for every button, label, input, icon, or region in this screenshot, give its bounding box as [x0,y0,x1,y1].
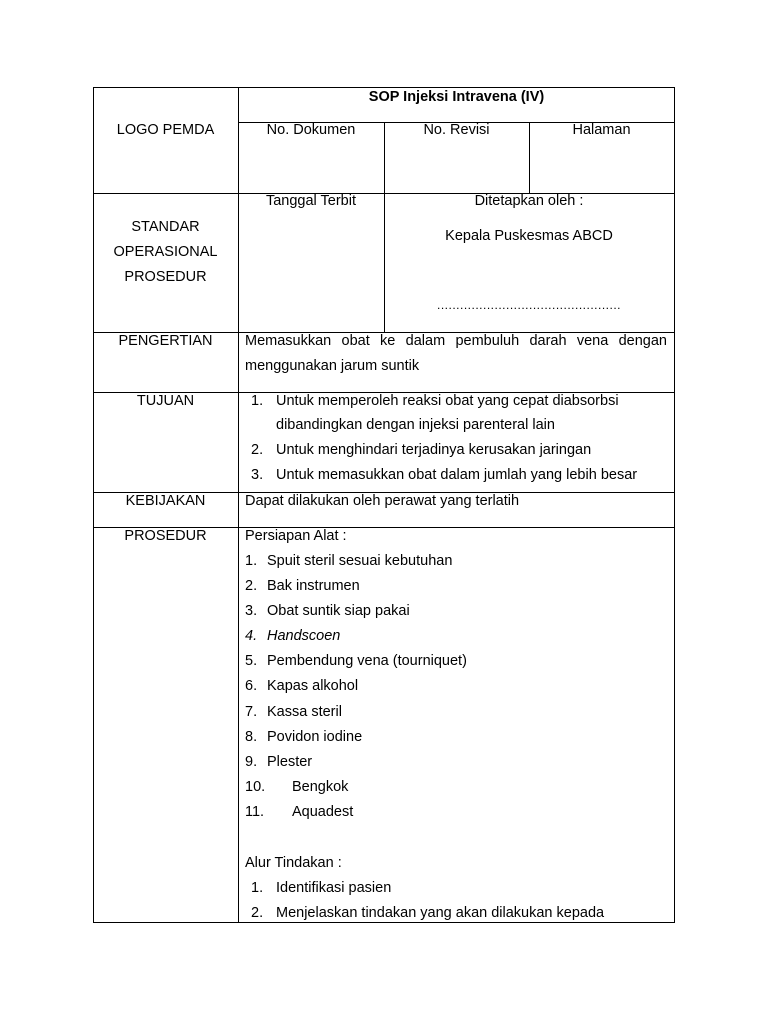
kepala-puskesmas: Kepala Puskesmas ABCD [445,228,613,244]
alur-num: 2. [251,905,264,921]
alur-num: 1. [251,880,264,896]
table-border-top [93,87,675,88]
tujuan-item: dibandingkan dengan injeksi parenteral lain [276,417,555,433]
tujuan-num: 3. [251,467,264,483]
alat-num: 4. [245,628,258,644]
document-title: SOP Injeksi Intravena (IV) [368,89,545,105]
alat-num: 3. [245,603,258,619]
alat-num: 5. [245,653,258,669]
pengertian-text: menggunakan jarum suntik [245,358,420,374]
pengertian-label: PENGERTIAN [118,333,213,349]
persiapan-alat-title: Persiapan Alat : [245,528,347,544]
alat-num: 10. [245,779,266,795]
prosedur-label: PROSEDUR [124,528,207,544]
alat-item: Obat suntik siap pakai [267,603,410,619]
tujuan-item: Untuk menghindari terjadinya kerusakan jaringan [276,442,592,458]
alat-item: Aquadest [292,804,354,820]
alur-item: Identifikasi pasien [276,880,392,896]
alat-item: Handscoen [267,628,341,644]
standar-line: PROSEDUR [124,269,207,285]
kebijakan-text: Dapat dilakukan oleh perawat yang terlatih [245,493,520,509]
tujuan-item: Untuk memperoleh reaksi obat yang cepat diabsorbsi [276,393,619,409]
pengertian-text: Memasukkan obat ke dalam pembuluh darah vena dengan [245,333,667,349]
alat-item: Kassa steril [267,704,342,720]
alat-num: 11. [245,804,265,820]
standar-line: STANDAR [131,219,200,235]
alat-num: 2. [245,578,258,594]
tujuan-label: TUJUAN [136,393,195,409]
tujuan-num: 1. [251,393,264,409]
no-revisi-label: No. Revisi [423,122,490,138]
tujuan-item: Untuk memasukkan obat dalam jumlah yang lebih besar [276,467,638,483]
no-dokumen-label: No. Dokumen [266,122,356,138]
logo-placeholder: LOGO PEMDA [116,122,215,138]
alat-item: Kapas alkohol [267,678,359,694]
alat-num: 7. [245,704,258,720]
alat-item: Bak instrumen [267,578,360,594]
alat-num: 9. [245,754,258,770]
alat-item: Povidon iodine [267,729,363,745]
alur-item: Menjelaskan tindakan yang akan dilakukan kepada [276,905,605,921]
alat-item: Pembendung vena (tourniquet) [267,653,467,669]
signature-line: ................................................ [436,298,622,312]
alat-num: 8. [245,729,258,745]
tanggal-terbit-label: Tanggal Terbit [265,193,357,209]
table-border-right [674,87,675,923]
ditetapkan-oleh-label: Ditetapkan oleh : [474,193,584,209]
alat-item: Spuit steril sesuai kebutuhan [267,553,453,569]
alat-num: 6. [245,678,258,694]
alat-item: Plester [267,754,313,770]
kebijakan-label: KEBIJAKAN [125,493,206,509]
alat-num: 1. [245,553,258,569]
alat-item: Bengkok [292,779,349,795]
tujuan-num: 2. [251,442,264,458]
standar-line: OPERASIONAL [113,244,218,260]
table-line [238,87,239,923]
halaman-label: Halaman [572,122,631,138]
alur-tindakan-title: Alur Tindakan : [245,855,342,871]
